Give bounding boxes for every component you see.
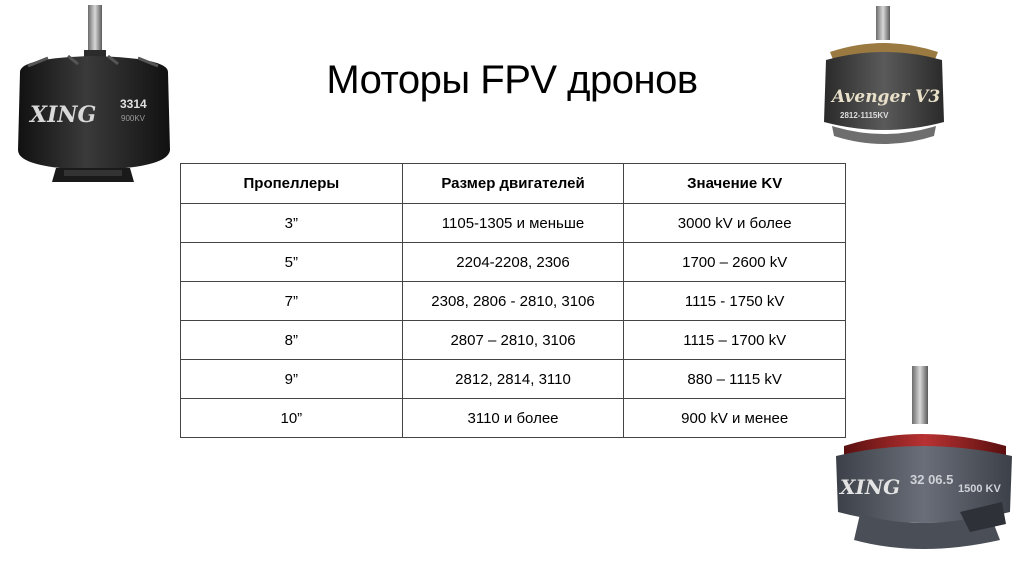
header-kv-value: Значение KV <box>624 164 846 204</box>
cell-kv: 1115 - 1750 kV <box>624 282 846 321</box>
cell-propeller: 7” <box>181 282 403 321</box>
cell-propeller: 10” <box>181 399 403 438</box>
cell-propeller: 9” <box>181 360 403 399</box>
cell-propeller: 3” <box>181 204 403 243</box>
header-propellers: Пропеллеры <box>181 164 403 204</box>
xing-red-logo-text: XING <box>840 475 901 499</box>
xing-red-kv-text: 1500 KV <box>958 483 1001 495</box>
avenger-model-text: 2812-1115KV <box>840 111 889 120</box>
xing-motor-image <box>8 0 178 190</box>
table-row <box>181 321 846 360</box>
header-motor-size: Размер двигателей <box>402 164 624 204</box>
cell-motor-size: 2812, 2814, 3110 <box>402 360 624 399</box>
motor-specs-table <box>180 163 846 438</box>
table-row <box>181 243 846 282</box>
cell-kv: 1700 – 2600 kV <box>624 243 846 282</box>
table-row <box>181 204 846 243</box>
cell-kv: 3000 kV и более <box>624 204 846 243</box>
xing-logo-text: XING <box>30 102 97 128</box>
cell-motor-size: 2807 – 2810, 3106 <box>402 321 624 360</box>
xing-red-model-text: 32 06.5 <box>910 472 954 487</box>
cell-motor-size: 3110 и более <box>402 399 624 438</box>
cell-propeller: 5” <box>181 243 403 282</box>
cell-kv: 880 – 1115 kV <box>624 360 846 399</box>
avenger-logo-text: Avenger V3 <box>832 87 941 107</box>
xing-red-motor-image <box>830 362 1018 567</box>
cell-motor-size: 2308, 2806 - 2810, 3106 <box>402 282 624 321</box>
slide-title: Моторы FPV дронов <box>326 58 698 102</box>
table-header-row <box>181 164 846 204</box>
cell-motor-size: 1105-1305 и меньше <box>402 204 624 243</box>
xing-model-text: 3314 <box>120 97 147 111</box>
xing-kv-text: 900KV <box>121 114 146 123</box>
avenger-motor-image <box>814 4 954 152</box>
cell-kv: 1115 – 1700 kV <box>624 321 846 360</box>
cell-motor-size: 2204-2208, 2306 <box>402 243 624 282</box>
table-row <box>181 399 846 438</box>
cell-kv: 900 kV и менее <box>624 399 846 438</box>
table-row <box>181 360 846 399</box>
cell-propeller: 8” <box>181 321 403 360</box>
table-row <box>181 282 846 321</box>
